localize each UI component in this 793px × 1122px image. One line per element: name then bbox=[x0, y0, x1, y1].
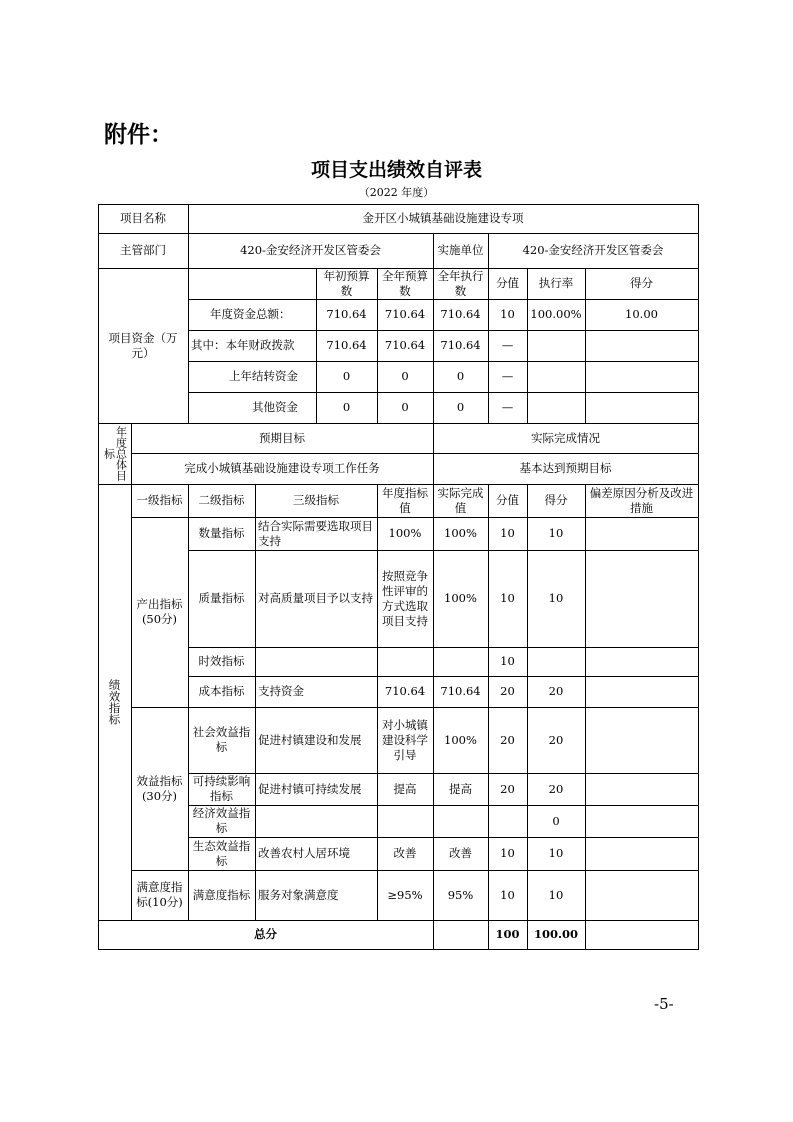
page-number: -5- bbox=[654, 995, 674, 1013]
funds-cell: 0 bbox=[401, 369, 409, 383]
indicator-cell: 20 bbox=[500, 732, 515, 747]
funds-header: 分值 bbox=[496, 276, 519, 290]
indicator-cell bbox=[585, 773, 698, 805]
indicator-cell: 成本指标 bbox=[198, 684, 245, 698]
indicator-cell: 10 bbox=[500, 526, 515, 540]
indicator-cell: 20 bbox=[500, 684, 515, 698]
indicator-cell bbox=[585, 647, 698, 676]
project-name-value: 金开区小城镇基础设施建设专项 bbox=[362, 211, 524, 225]
funds-label: 项目资金（万元） bbox=[108, 330, 178, 360]
indicator-cell: 20 bbox=[548, 732, 564, 747]
funds-header: 全年预算数 bbox=[382, 268, 428, 298]
indicator-cell: 服务对象满意度 bbox=[258, 887, 339, 902]
table-border bbox=[98, 949, 699, 950]
actual-goal-header: 实际完成情况 bbox=[531, 430, 600, 445]
indicator-cell bbox=[585, 837, 698, 870]
indicator-cell: 100% bbox=[444, 526, 477, 540]
indicator-cell: 改善 bbox=[393, 846, 417, 860]
indicator-cell: 10 bbox=[548, 887, 564, 902]
indicator-cell: 数量指标 bbox=[198, 526, 245, 540]
indicator-cell: 改善农村人居环境 bbox=[258, 846, 350, 860]
funds-cell: — bbox=[501, 338, 514, 352]
funds-header: 得分 bbox=[630, 276, 653, 290]
level1-satisfaction: 满意度指标(10分) bbox=[136, 880, 183, 909]
indicator-cell bbox=[255, 805, 377, 837]
indicator-cell: 10 bbox=[500, 846, 515, 860]
indicator-cell: 10 bbox=[548, 846, 564, 860]
funds-cell bbox=[527, 361, 585, 392]
indicator-cell: 20 bbox=[548, 684, 564, 698]
indicator-cell: 支持资金 bbox=[258, 684, 304, 698]
indicator-cell: 时效指标 bbox=[198, 654, 245, 668]
indicator-cell bbox=[585, 517, 698, 550]
page-title: 项目支出绩效自评表 bbox=[310, 159, 482, 181]
indicator-cell: 95% bbox=[447, 887, 474, 902]
funds-cell: — bbox=[501, 400, 514, 414]
level1-output: 产出指标(50分) bbox=[136, 597, 183, 626]
indicator-cell: 710.64 bbox=[440, 684, 481, 698]
expected-goal: 完成小城镇基础设施建设专项工作任务 bbox=[184, 461, 380, 475]
total-score: 100.00 bbox=[533, 927, 578, 941]
indicator-cell: 提高 bbox=[449, 781, 472, 796]
dept-value: 420-金安经济开发区管委会 bbox=[240, 243, 381, 257]
funds-cell: 其他资金 bbox=[252, 400, 298, 414]
unit-value: 420-金安经济开发区管委会 bbox=[522, 243, 664, 257]
indicator-cell bbox=[433, 647, 488, 676]
actual-goal: 基本达到预期目标 bbox=[519, 461, 612, 475]
indicator-header: 偏差原因分析及改进措施 bbox=[589, 485, 694, 515]
funds-cell: 710.64 bbox=[326, 307, 367, 321]
indicator-cell: 10 bbox=[500, 654, 515, 668]
table-border bbox=[433, 920, 434, 949]
expected-goal-header: 预期目标 bbox=[259, 430, 305, 445]
indicator-cell: 改善 bbox=[449, 846, 472, 860]
indicator-cell bbox=[585, 707, 698, 773]
indicator-cell: 对高质量项目予以支持 bbox=[258, 591, 373, 605]
funds-cell: 710.64 bbox=[384, 307, 426, 321]
indicator-cell: 20 bbox=[548, 781, 564, 796]
funds-cell: 10.00 bbox=[625, 307, 658, 321]
funds-cell: 0 bbox=[342, 400, 351, 414]
funds-cell bbox=[585, 361, 698, 392]
indicator-cell: 10 bbox=[548, 591, 564, 605]
indicator-header: 得分 bbox=[544, 493, 568, 507]
funds-cell: 年度资金总额： bbox=[210, 307, 291, 321]
indicator-cell: 生态效益指标 bbox=[192, 838, 251, 868]
funds-cell: 0 bbox=[456, 369, 465, 383]
indicator-cell bbox=[585, 550, 698, 647]
funds-cell: — bbox=[501, 369, 514, 383]
indicator-cell: 结合实际需要选取项目支持 bbox=[258, 518, 373, 548]
funds-cell: 其中：本年财政拨款 bbox=[191, 338, 295, 352]
funds-cell: 10 bbox=[500, 307, 515, 321]
indicator-cell: 对小城镇建设科学引导 bbox=[382, 717, 428, 762]
indicator-cell bbox=[585, 870, 698, 920]
attachment-label: 附件： bbox=[104, 122, 173, 148]
goals-label: 年度总体目标 bbox=[102, 426, 128, 481]
funds-header: 年初预算数 bbox=[323, 268, 370, 298]
indicator-cell: 10 bbox=[548, 526, 564, 540]
indicator-cell: 10 bbox=[500, 591, 515, 605]
funds-cell bbox=[585, 330, 698, 361]
indicator-cell bbox=[377, 805, 433, 837]
funds-cell: 0 bbox=[401, 400, 409, 414]
indicator-header: 一级指标 bbox=[136, 493, 183, 507]
funds-cell: 0 bbox=[342, 369, 351, 383]
indicator-cell: 100% bbox=[388, 526, 422, 540]
funds-cell: 上年结转资金 bbox=[229, 369, 298, 383]
funds-cell: 710.64 bbox=[384, 338, 426, 352]
funds-cell: 710.64 bbox=[440, 338, 481, 352]
indicator-header: 实际完成值 bbox=[437, 485, 484, 515]
indicator-cell: 促进村镇建设和发展 bbox=[258, 732, 362, 747]
total-weight: 100 bbox=[495, 927, 520, 941]
indicator-cell: 经济效益指标 bbox=[192, 806, 251, 835]
funds-cell: 100.00% bbox=[530, 307, 582, 321]
indicator-cell bbox=[255, 647, 377, 676]
indicator-cell bbox=[377, 647, 433, 676]
funds-cell: 710.64 bbox=[326, 338, 367, 352]
funds-header: 执行率 bbox=[538, 276, 574, 290]
indicator-cell bbox=[433, 805, 488, 837]
funds-cell: 0 bbox=[456, 400, 465, 414]
table-border bbox=[585, 920, 586, 949]
indicator-cell: 满意度指标 bbox=[192, 887, 251, 902]
funds-cell: 710.64 bbox=[440, 307, 481, 321]
indicator-header: 二级指标 bbox=[198, 493, 245, 507]
indicator-cell: 20 bbox=[500, 781, 515, 796]
indicator-cell: ≥95% bbox=[387, 887, 423, 902]
indicator-cell bbox=[488, 805, 527, 837]
indicator-header: 三级指标 bbox=[293, 493, 339, 507]
indicator-cell: 可持续影响指标 bbox=[192, 774, 251, 803]
indicator-cell bbox=[527, 647, 585, 676]
indicator-cell: 质量指标 bbox=[198, 591, 245, 605]
dept-label: 主管部门 bbox=[120, 243, 166, 257]
indicator-header: 分值 bbox=[496, 493, 519, 507]
funds-header: 全年执行数 bbox=[437, 268, 484, 298]
indicator-cell bbox=[585, 676, 698, 707]
indicator-cell: 按照竞争性评审的方式选取项目支持 bbox=[382, 568, 428, 628]
indicator-header: 年度指标值 bbox=[382, 485, 428, 515]
total-label: 总分 bbox=[254, 927, 277, 941]
funds-cell bbox=[527, 392, 585, 423]
level1-benefit: 效益指标(30分) bbox=[136, 773, 183, 803]
indicator-cell: 100% bbox=[444, 732, 477, 747]
year-subtitle: （2022 年度） bbox=[358, 186, 435, 199]
indicators-label: 绩效指标 bbox=[107, 679, 122, 725]
unit-label: 实施单位 bbox=[437, 243, 484, 257]
indicator-cell bbox=[585, 805, 698, 837]
indicator-cell: 促进村镇可持续发展 bbox=[258, 781, 362, 796]
indicator-cell: 0 bbox=[552, 813, 560, 828]
indicator-cell: 710.64 bbox=[384, 684, 426, 698]
funds-cell bbox=[585, 392, 698, 423]
indicator-cell: 10 bbox=[500, 887, 515, 902]
indicator-cell: 社会效益指标 bbox=[192, 725, 251, 754]
funds-cell bbox=[527, 330, 585, 361]
indicator-cell: 提高 bbox=[393, 781, 417, 796]
project-name-label: 项目名称 bbox=[120, 211, 166, 225]
indicator-cell: 100% bbox=[444, 591, 477, 605]
